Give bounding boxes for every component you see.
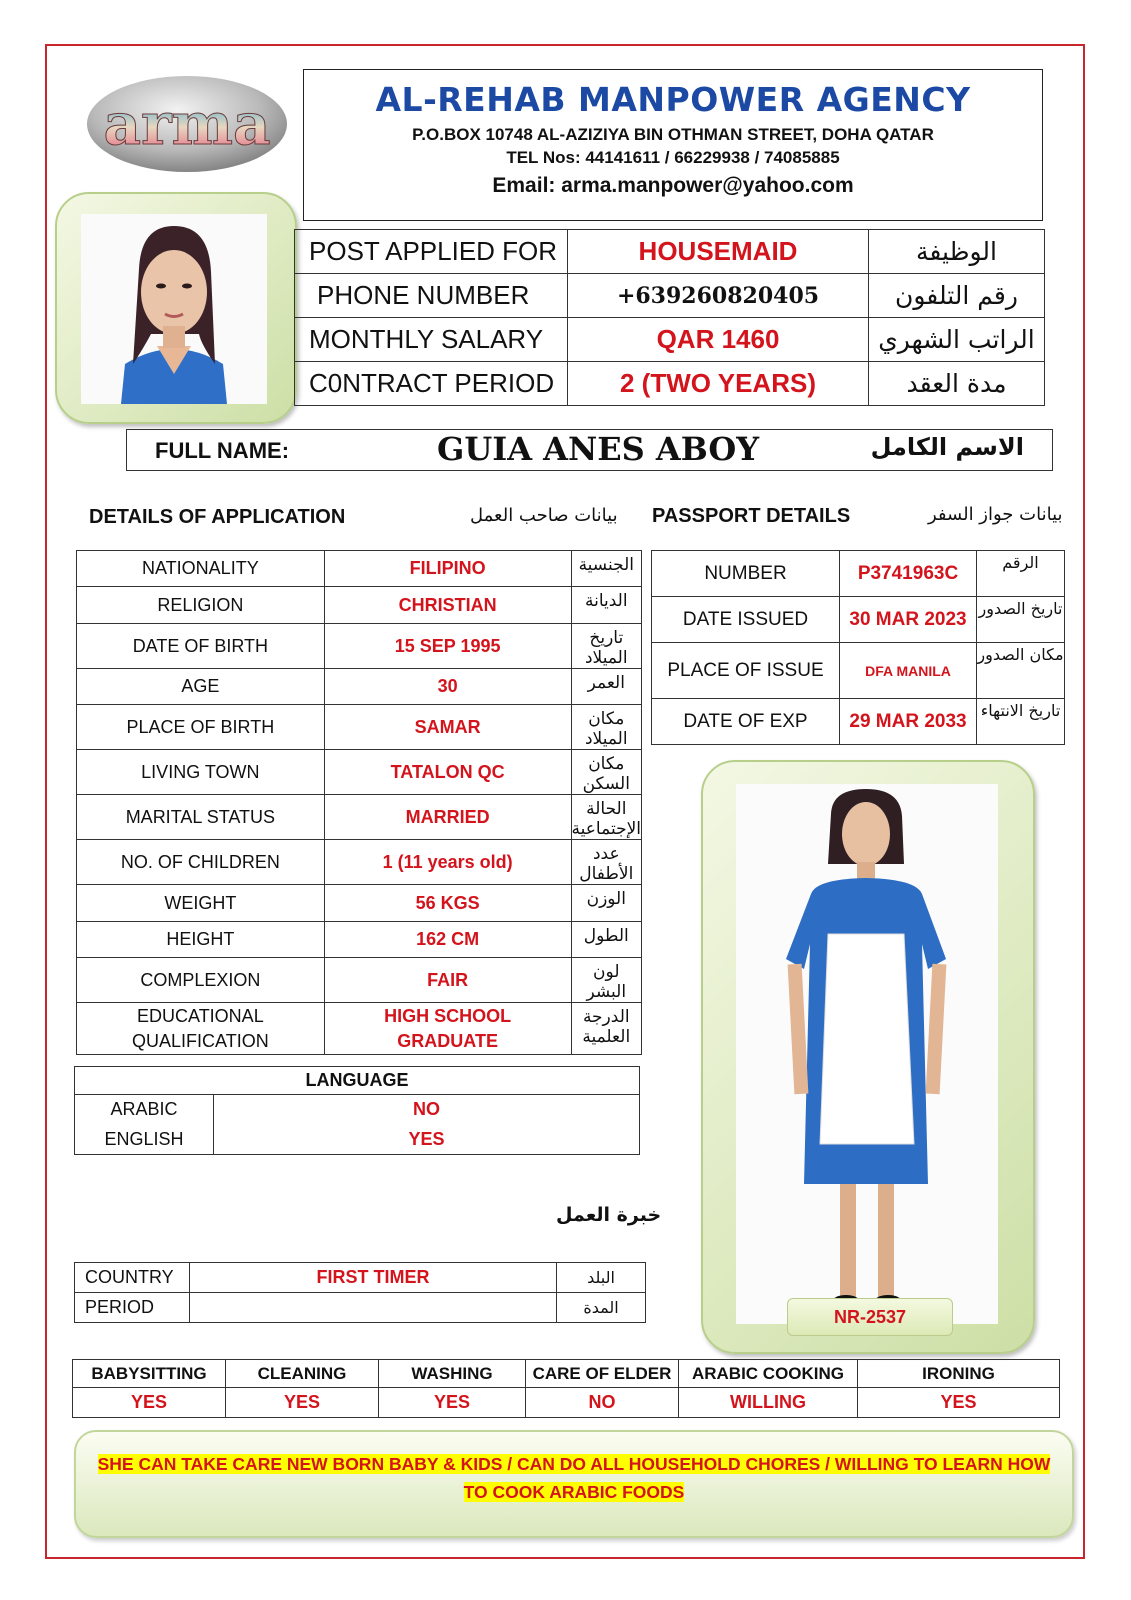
skill-value: NO <box>526 1388 679 1418</box>
passport-arabic: تاريخ الصدور <box>977 597 1065 643</box>
summary-value: QAR 1460 <box>568 318 869 362</box>
skill-label: CLEANING <box>226 1360 379 1388</box>
passport-label: DATE OF EXP <box>652 699 840 745</box>
application-label: AGE <box>77 669 325 705</box>
table-row <box>77 587 642 624</box>
experience-label: COUNTRY <box>75 1263 190 1293</box>
table-row <box>652 551 1065 597</box>
agency-email: Email: arma.manpower@yahoo.com <box>492 174 854 197</box>
table-row <box>652 597 1065 643</box>
application-label: HEIGHT <box>77 922 325 958</box>
portrait-photo-frame <box>55 192 297 424</box>
table-row <box>652 643 1065 699</box>
table-row <box>295 318 1045 362</box>
table-row <box>77 885 642 922</box>
experience-table <box>74 1262 646 1323</box>
summary-arabic: رقم التلفون <box>869 274 1045 318</box>
summary-arabic: الوظيفة <box>869 230 1045 274</box>
application-arabic: لون البشر <box>571 958 641 1003</box>
svg-text:arma: arma <box>103 90 271 158</box>
application-arabic: الحالة الإجتماعية <box>571 795 641 840</box>
summary-arabic: مدة العقد <box>869 362 1045 406</box>
remarks-line-2: TO COOK ARABIC FOODS <box>463 1482 685 1502</box>
application-arabic: الديانة <box>571 587 641 624</box>
remarks-line-1: SHE CAN TAKE CARE NEW BORN BABY & KIDS / CAN DO ALL HOUSEHOLD CHORES / WILLING TO LEARN HOW <box>97 1454 1051 1474</box>
application-value: TATALON QC <box>324 750 571 795</box>
full-name-bar <box>126 429 1053 471</box>
passport-label: PLACE OF ISSUE <box>652 643 840 699</box>
full-name-value: GUIA ANES ABOY <box>437 430 760 468</box>
language-table <box>74 1066 640 1155</box>
application-arabic: عدد الأطفال <box>571 840 641 885</box>
application-label: EDUCATIONAL QUALIFICATION <box>77 1003 325 1055</box>
skill-value: WILLING <box>679 1388 858 1418</box>
table-row <box>73 1388 1060 1418</box>
table-row <box>75 1293 646 1323</box>
reference-code-badge <box>787 1298 953 1336</box>
agency-name: AL-REHAB MANPOWER AGENCY <box>375 80 971 119</box>
application-arabic: مكان الميلاد <box>571 705 641 750</box>
passport-label: NUMBER <box>652 551 840 597</box>
summary-label: PHONE NUMBER <box>295 274 568 318</box>
passport-label: DATE ISSUED <box>652 597 840 643</box>
skill-value: YES <box>226 1388 379 1418</box>
application-label: WEIGHT <box>77 885 325 922</box>
experience-arabic: البلد <box>557 1263 646 1293</box>
agency-address: P.O.BOX 10748 AL-AZIZIYA BIN OTHMAN STREET, DOHA QATAR <box>412 125 934 144</box>
application-label: NO. OF CHILDREN <box>77 840 325 885</box>
table-row <box>77 840 642 885</box>
passport-value: 29 MAR 2033 <box>840 699 977 745</box>
table-row <box>295 274 1045 318</box>
table-row <box>77 958 642 1003</box>
experience-value <box>190 1293 557 1323</box>
application-value: HIGH SCHOOL GRADUATE <box>324 1003 571 1055</box>
application-value: 15 SEP 1995 <box>324 624 571 669</box>
table-row <box>77 922 642 958</box>
application-title-arabic: بيانات صاحب العمل <box>470 505 618 526</box>
table-row <box>77 1003 642 1055</box>
passport-arabic: الرقم <box>977 551 1065 597</box>
application-arabic: الوزن <box>571 885 641 922</box>
skill-value: YES <box>73 1388 226 1418</box>
application-value: FILIPINO <box>324 551 571 587</box>
summary-label: C0NTRACT PERIOD <box>295 362 568 406</box>
language-value: NO <box>214 1095 640 1125</box>
table-row <box>77 551 642 587</box>
skill-label: IRONING <box>858 1360 1060 1388</box>
application-value: 56 KGS <box>324 885 571 922</box>
skill-label: WASHING <box>379 1360 526 1388</box>
passport-arabic: تاريخ الانتهاء <box>977 699 1065 745</box>
reference-code: NR-2537 <box>833 1307 907 1327</box>
agency-phones: TEL Nos: 44141611 / 66229938 / 74085885 <box>506 148 840 167</box>
summary-label: POST APPLIED FOR <box>295 230 568 274</box>
summary-table <box>294 229 1045 406</box>
application-arabic: تاريخ الميلاد <box>571 624 641 669</box>
table-row <box>295 362 1045 406</box>
table-row <box>77 750 642 795</box>
passport-value: DFA MANILA <box>840 643 977 699</box>
summary-value: 2 (TWO YEARS) <box>568 362 869 406</box>
table-row <box>75 1125 640 1155</box>
experience-label: PERIOD <box>75 1293 190 1323</box>
passport-value: P3741963C <box>840 551 977 597</box>
application-label: MARITAL STATUS <box>77 795 325 840</box>
portrait-photo <box>81 214 267 404</box>
table-row <box>77 705 642 750</box>
table-row <box>77 624 642 669</box>
experience-value: FIRST TIMER <box>190 1263 557 1293</box>
application-value: 30 <box>324 669 571 705</box>
table-row <box>75 1067 640 1095</box>
table-row <box>75 1263 646 1293</box>
passport-arabic: مكان الصدور <box>977 643 1065 699</box>
application-label: NATIONALITY <box>77 551 325 587</box>
application-arabic: الدرجة العلمية <box>571 1003 641 1055</box>
application-title: DETAILS OF APPLICATION <box>89 506 346 528</box>
summary-value: +639260820405 <box>568 274 869 318</box>
application-label: COMPLEXION <box>77 958 325 1003</box>
table-row <box>652 699 1065 745</box>
language-label: ENGLISH <box>75 1125 214 1155</box>
application-arabic: الطول <box>571 922 641 958</box>
application-label: LIVING TOWN <box>77 750 325 795</box>
fullbody-photo-frame <box>701 760 1035 1354</box>
experience-arabic: المدة <box>557 1293 646 1323</box>
application-arabic: مكان السكن <box>571 750 641 795</box>
full-name-label: FULL NAME: <box>155 438 290 463</box>
summary-label: MONTHLY SALARY <box>295 318 568 362</box>
application-value: 1 (11 years old) <box>324 840 571 885</box>
application-value: FAIR <box>324 958 571 1003</box>
table-row <box>295 230 1045 274</box>
application-table <box>76 550 642 1055</box>
language-label: ARABIC <box>75 1095 214 1125</box>
language-value: YES <box>214 1125 640 1155</box>
summary-arabic: الراتب الشهري <box>869 318 1045 362</box>
application-arabic: العمر <box>571 669 641 705</box>
application-arabic: الجنسية <box>571 551 641 587</box>
table-row <box>73 1360 1060 1388</box>
application-value: MARRIED <box>324 795 571 840</box>
table-row <box>77 669 642 705</box>
table-row <box>75 1095 640 1125</box>
skill-value: YES <box>379 1388 526 1418</box>
application-label: PLACE OF BIRTH <box>77 705 325 750</box>
language-title: LANGUAGE <box>75 1067 640 1095</box>
table-row <box>77 795 642 840</box>
fullbody-photo <box>736 784 998 1324</box>
application-value: CHRISTIAN <box>324 587 571 624</box>
remarks-banner <box>74 1430 1074 1538</box>
skill-label: CARE OF ELDER <box>526 1360 679 1388</box>
skill-label: ARABIC COOKING <box>679 1360 858 1388</box>
summary-value: HOUSEMAID <box>568 230 869 274</box>
skill-label: BABYSITTING <box>73 1360 226 1388</box>
experience-title-arabic: خبرة العمل <box>556 1204 662 1226</box>
passport-title: PASSPORT DETAILS <box>652 505 851 527</box>
skill-value: YES <box>858 1388 1060 1418</box>
application-value: 162 CM <box>324 922 571 958</box>
skills-table <box>72 1359 1060 1418</box>
agency-header <box>303 69 1043 221</box>
application-label: RELIGION <box>77 587 325 624</box>
passport-table <box>651 550 1065 745</box>
full-name-arabic: الاسم الكامل <box>870 433 1024 461</box>
passport-value: 30 MAR 2023 <box>840 597 977 643</box>
agency-logo <box>82 72 292 176</box>
application-value: SAMAR <box>324 705 571 750</box>
passport-title-arabic: بيانات جواز السفر <box>928 504 1063 525</box>
application-label: DATE OF BIRTH <box>77 624 325 669</box>
